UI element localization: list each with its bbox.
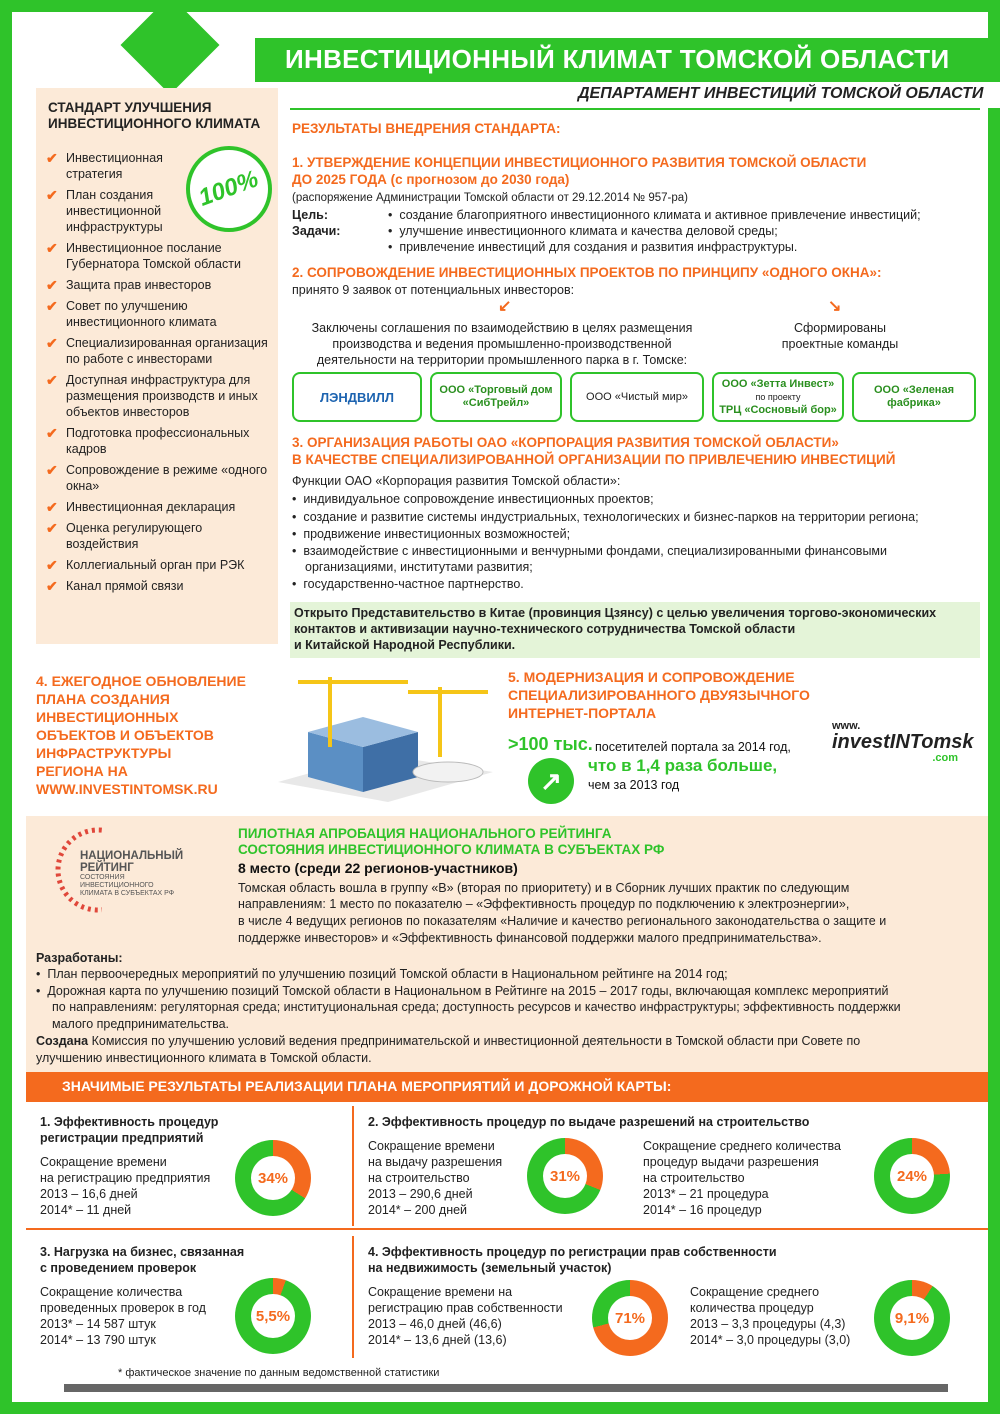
list-item: ✔ План создания инвестиционной инфраструктуры bbox=[46, 187, 163, 234]
s3-item: • продвижение инвестиционных возможностей; bbox=[292, 527, 571, 541]
check-icon: ✔ bbox=[46, 277, 58, 293]
logo-sibtrail: ООО «Торговый дом «СибТрейл» bbox=[430, 372, 562, 422]
results-heading: РЕЗУЛЬТАТЫ ВНЕДРЕНИЯ СТАНДАРТА: bbox=[292, 121, 561, 136]
s2-right-text: Сформированы проектные команды bbox=[781, 321, 899, 351]
developed-item-2: • Дорожная карта по улучшению позиций Томской области в Национальном в Рейтинге на 2015 – 2017 годы, включающая комплекс мероприятий bbox=[36, 984, 889, 998]
s2-title: 2. СОПРОВОЖДЕНИЕ ИНВЕСТИЦИОННЫХ ПРОЕКТОВ ПО ПРИНЦИПУ «ОДНОГО ОКНА»: bbox=[292, 265, 882, 280]
list-item: ✔ Сопровождение в режиме «одного окна» bbox=[46, 462, 268, 493]
kpi-4a-text: Сокращение времени на регистрацию прав собственности 2013 – 46,0 дней (46,6) 2014* – 13,6 дней (13,6) bbox=[368, 1285, 563, 1347]
kpi-3-title: 3. Нагрузка на бизнес, связанная с проведением проверок bbox=[40, 1245, 245, 1275]
visitors-number: >100 тыс. bbox=[508, 734, 593, 754]
list-item: ✔ Подготовка профессиональных кадров bbox=[46, 425, 250, 456]
list-item: ✔ Инвестиционное послание Губернатора Томской области bbox=[46, 240, 241, 271]
kpi-2a-text: Сокращение времени на выдачу разрешения на строительство 2013 – 290,6 дней 2014* – 200 дней bbox=[368, 1139, 503, 1217]
s2-sub: принято 9 заявок от потенциальных инвесторов: bbox=[292, 283, 575, 297]
list-item: ✔ Оценка регулирующего воздействия bbox=[46, 520, 203, 551]
growth-text: что в 1,4 раза больше, bbox=[588, 756, 778, 775]
page-subtitle: ДЕПАРТАМЕНТ ИНВЕСТИЦИЙ ТОМСКОЙ ОБЛАСТИ bbox=[578, 85, 984, 102]
national-rating-logo: НАЦИОНАЛЬНЫЙ РЕЙТИНГ СОСТОЯНИЯ ИНВЕСТИЦИОННОГО КЛИМАТА В СУБЪЕКТАХ РФ bbox=[40, 818, 200, 928]
arrow-down-right-icon: ↘ bbox=[828, 298, 842, 315]
created-text: Создана Комиссия по улучшению условий ведения предпринимательской и инвестиционной деятельности в Томской области при Совете по bbox=[36, 1034, 861, 1048]
check-icon: ✔ bbox=[46, 520, 58, 536]
check-icon: ✔ bbox=[46, 150, 58, 166]
task-1: • улучшение инвестиционного климата и качества деловой среды; bbox=[388, 224, 778, 238]
standard-panel bbox=[36, 88, 278, 644]
developed-item-2-cont: по направлениям: регуляторная среда; институциональная среда; доступность ресурсов и качество инфраструктуры; эффективность поддержки bbox=[52, 1000, 901, 1014]
developed-item-2-cont: малого предпринимательства. bbox=[52, 1017, 230, 1031]
check-icon: ✔ bbox=[46, 499, 58, 515]
list-item: ✔ Канал прямой связи bbox=[46, 578, 184, 594]
task-2: • привлечение инвестиций для создания и развития инфраструктуры. bbox=[388, 240, 798, 254]
kpi-3-donut: 5,5% bbox=[235, 1278, 311, 1354]
check-icon: ✔ bbox=[46, 557, 58, 573]
s4-block: 4. ЕЖЕГОДНОЕ ОБНОВЛЕНИЕ ПЛАНА СОЗДАНИЯ ИНВЕСТИЦИОННЫХ ОБЪЕКТОВ И ОБЪЕКТОВ ИНФРАСТРУКТУРЫ РЕГИОНА НА WWW.INVESTINTOMSK.RU bbox=[36, 673, 246, 797]
compare-text: чем за 2013 год bbox=[588, 778, 680, 792]
rating-p2: направлениям: 1 место по показателю – «Эффективность процедур по подключению к электроэнергии», bbox=[238, 897, 850, 911]
kpi-1-donut: 34% bbox=[235, 1140, 311, 1216]
kpi-divider bbox=[26, 1228, 988, 1230]
kpi-4b-text: Сокращение среднего количества процедур 2013 – 3,3 процедуры (4,3) 2014* – 3,0 процедуры (3,0) bbox=[690, 1285, 851, 1347]
building-illustration bbox=[268, 672, 498, 806]
badge-100-icon: 100% bbox=[186, 146, 272, 232]
kpi-4-title: 4. Эффективность процедур по регистрации прав собственности на недвижимость (земельный участок) bbox=[368, 1245, 777, 1275]
logo-landvill: ЛЭНДВИЛЛ bbox=[292, 372, 422, 422]
check-icon: ✔ bbox=[46, 462, 58, 478]
rating-title: ПИЛОТНАЯ АПРОБАЦИЯ НАЦИОНАЛЬНОГО РЕЙТИНГА СОСТОЯНИЯ ИНВЕСТИЦИОННОГО КЛИМАТА В СУБЪЕКТАХ РФ bbox=[238, 826, 665, 857]
kpi-1-text: Сокращение времени на регистрацию предприятия 2013 – 16,6 дней 2014* – 11 дней bbox=[40, 1155, 211, 1217]
kpi-2a-donut: 31% bbox=[527, 1138, 603, 1214]
logo-chisty-mir: ООО «Чистый мир» bbox=[570, 372, 704, 422]
s1-title-2: ДО 2025 ГОДА (с прогнозом до 2030 года) bbox=[292, 172, 570, 187]
check-icon: ✔ bbox=[46, 578, 58, 594]
rating-p3: в числе 4 ведущих регионов по показателям «Наличие и качество регионального законодательства о защите и bbox=[238, 914, 887, 928]
kpi-divider bbox=[352, 1236, 354, 1358]
tasks-label: Задачи: bbox=[292, 224, 341, 238]
check-icon: ✔ bbox=[46, 425, 58, 441]
kpi-2-title: 2. Эффективность процедур по выдаче разрешений на строительство bbox=[368, 1115, 810, 1129]
kpi-2b-donut: 24% bbox=[874, 1138, 950, 1214]
kpi-3-text: Сокращение количества проведенных проверок в год 2013* – 14 587 штук 2014* – 13 790 штук bbox=[40, 1285, 206, 1347]
visitors-text: посетителей портала за 2014 год, bbox=[595, 740, 791, 754]
list-item: ✔ Совет по улучшению инвестиционного климата bbox=[46, 298, 217, 329]
check-icon: ✔ bbox=[46, 335, 58, 351]
arrow-down-left-icon: ↙ bbox=[498, 298, 512, 315]
kpi-band: ЗНАЧИМЫЕ РЕЗУЛЬТАТЫ РЕАЛИЗАЦИИ ПЛАНА МЕРОПРИЯТИЙ И ДОРОЖНОЙ КАРТЫ: bbox=[26, 1072, 988, 1102]
kpi-1-title: 1. Эффективность процедур регистрации предприятий bbox=[40, 1115, 219, 1145]
check-icon: ✔ bbox=[46, 298, 58, 314]
subtitle-divider bbox=[290, 108, 980, 110]
bottom-bar bbox=[64, 1384, 948, 1392]
logo-green-factory: ООО «Зеленая фабрика» bbox=[852, 372, 976, 422]
list-item: ✔ Инвестиционная декларация bbox=[46, 499, 236, 515]
list-item: ✔ Доступная инфраструктура для размещения производств и иных объектов инвесторов bbox=[46, 372, 258, 419]
s2-left-text: Заключены соглашения по взаимодействию в целях размещения производства и ведения промышленно-производственной деятельности на территории промышленного парка в г. Томске: bbox=[311, 321, 693, 367]
goal-label: Цель: bbox=[292, 208, 329, 222]
s3-item-cont: организациями, институтами развития; bbox=[305, 560, 533, 574]
list-item: ✔ Защита прав инвесторов bbox=[46, 277, 212, 293]
s1-title-1: 1. УТВЕРЖДЕНИЕ КОНЦЕПЦИИ ИНВЕСТИЦИОННОГО РАЗВИТИЯ ТОМСКОЙ ОБЛАСТИ bbox=[292, 155, 867, 170]
s5-block: 5. МОДЕРНИЗАЦИЯ И СОПРОВОЖДЕНИЕ СПЕЦИАЛИЗИРОВАННОГО ДВУЯЗЫЧНОГО ИНТЕРНЕТ-ПОРТАЛА bbox=[508, 669, 810, 721]
kpi-divider bbox=[352, 1106, 354, 1226]
logo-zetta: ООО «Зетта Инвест» по проекту ТРЦ «Сосновый бор» bbox=[712, 372, 844, 422]
s3-item: • индивидуальное сопровождение инвестиционных проектов; bbox=[292, 492, 654, 506]
rating-p4: поддержке инвесторов» и «Эффективность финансовой поддержки малого предпринимательства». bbox=[238, 931, 822, 945]
check-icon: ✔ bbox=[46, 372, 58, 388]
kpi-4a-donut: 71% bbox=[592, 1280, 668, 1356]
goal-text: • создание благоприятного инвестиционного климата и активное привлечение инвестиций; bbox=[388, 208, 921, 222]
s3-title-2: В КАЧЕСТВЕ СПЕЦИАЛИЗИРОВАННОЙ ОРГАНИЗАЦИИ ПО ПРИВЛЕЧЕНИЮ ИНВЕСТИЦИЙ bbox=[292, 452, 896, 467]
kpi-4b-donut: 9,1% bbox=[874, 1280, 950, 1356]
s3-item: • государственно-частное партнерство. bbox=[292, 577, 524, 591]
check-icon: ✔ bbox=[46, 240, 58, 256]
footnote: * фактическое значение по данным ведомственной статистики bbox=[118, 1367, 440, 1379]
kpi-2b-text: Сокращение среднего количества процедур выдачи разрешения на строительство 2013* – 21 процедура 2014* – 16 процедур bbox=[643, 1139, 841, 1217]
china-note: Открыто Представительство в Китае (провинция Цзянсу) с целью увеличения торгово-экономических контактов и активизации научно-технического сотрудничества Томской области и Китайской Народной Республики. bbox=[290, 602, 980, 658]
s3-item: • взаимодействие с инвестиционными и венчурными фондами, специализированными финансовыми bbox=[292, 544, 888, 558]
check-icon: ✔ bbox=[46, 187, 58, 203]
rating-p1: Томская область вошла в группу «В» (вторая по приоритету) и в Сборник лучших практик по следующим bbox=[238, 881, 850, 895]
developed-label: Разработаны: bbox=[36, 951, 123, 965]
standard-list bbox=[46, 150, 271, 599]
s3-item: • создание и развитие системы индустриальных, технологических и бизнес-парков на территории региона; bbox=[292, 510, 919, 524]
s1-note: (распоряжение Администрации Томской области от 29.12.2014 № 957-ра) bbox=[292, 192, 688, 204]
s3-title-1: 3. ОРГАНИЗАЦИЯ РАБОТЫ ОАО «КОРПОРАЦИЯ РАЗВИТИЯ ТОМСКОЙ ОБЛАСТИ» bbox=[292, 435, 839, 450]
investintomsk-logo: www. investINTomsk .com bbox=[832, 720, 974, 764]
developed-item-1: • План первоочередных мероприятий по улучшению позиций Томской области в Национальном рейтинге на 2014 год; bbox=[36, 967, 728, 981]
page-title: ИНВЕСТИЦИОННЫЙ КЛИМАТ ТОМСКОЙ ОБЛАСТИ bbox=[285, 44, 950, 74]
standard-title: СТАНДАРТ УЛУЧШЕНИЯ ИНВЕСТИЦИОННОГО КЛИМАТА bbox=[48, 100, 261, 131]
list-item: ✔ Коллегиальный орган при РЭК bbox=[46, 557, 245, 573]
rating-place: 8 место (среди 22 регионов-участников) bbox=[238, 860, 518, 876]
created-text-cont: улучшению инвестиционного климата в Томской области. bbox=[36, 1051, 372, 1065]
list-item: ✔ Инвестиционная стратегия bbox=[46, 150, 163, 181]
arrow-up-icon: ↗ bbox=[528, 758, 574, 804]
s3-intro: Функции ОАО «Корпорация развития Томской области»: bbox=[292, 474, 621, 488]
list-item: ✔ Специализированная организация по работе с инвесторами bbox=[46, 335, 268, 366]
